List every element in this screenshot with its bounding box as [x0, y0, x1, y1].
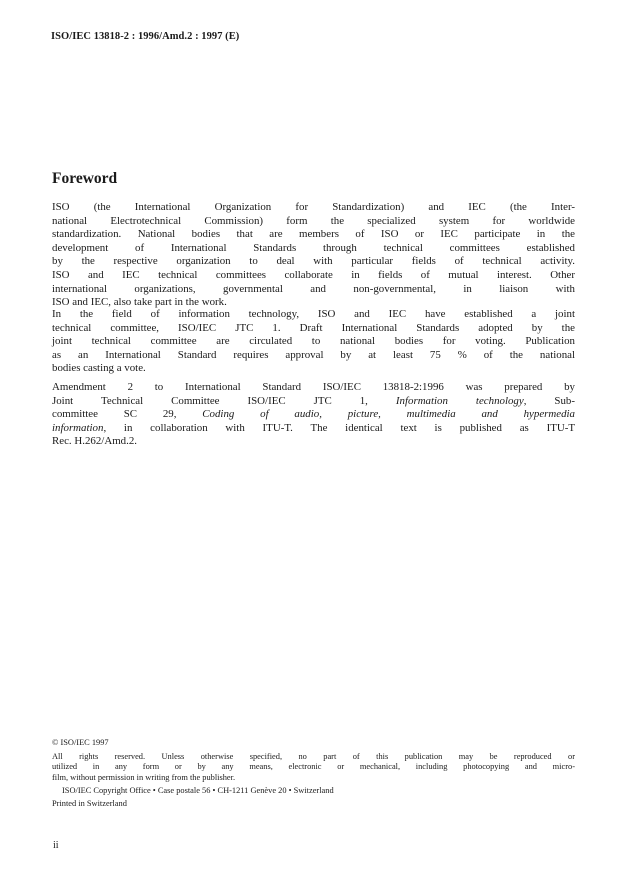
text-line	[52, 395, 575, 409]
foreword-paragraph-1	[52, 201, 575, 310]
text-line: technical committee, ISO/IEC JTC 1. Draft International Standards adopted by the	[52, 321, 575, 334]
copyright-notice: © ISO/IEC 1997	[52, 738, 109, 747]
text-line: Rec. H.262/Amd.2.	[52, 435, 137, 448]
rights-line: film, without permission in writing from the publisher.	[52, 772, 236, 782]
text-span: committee SC 29,	[52, 408, 203, 421]
text-line: In the field of information technology, ISO and IEC have established a joint	[52, 308, 575, 320]
printed-in: Printed in Switzerland	[52, 798, 127, 808]
page-title: Foreword	[52, 170, 118, 187]
document-header: ISO/IEC 13818-2 : 1996/Amd.2 : 1997 (E)	[51, 31, 240, 42]
italic-title-information: information	[52, 421, 104, 434]
rights-line: All rights reserved. Unless otherwise specified, no part of this publication may be reproduced or	[52, 751, 575, 761]
text-line: development of International Standards through technical committees established	[52, 241, 575, 254]
text-line: ISO (the International Organization for Standardization) and IEC (the Inter-	[52, 201, 575, 213]
copyright-block	[52, 738, 575, 810]
text-line: ISO and IEC technical committees collaborate in fields of mutual interest. Other	[52, 268, 575, 281]
text-span: Joint Technical Committee ISO/IEC JTC 1,	[52, 394, 396, 407]
text-line: national Electrotechnical Commission) form the specialized system for worldwide	[52, 214, 575, 227]
text-line: standardization. National bodies that are members of ISO or IEC participate in the	[52, 228, 575, 241]
rights-line: utilized in any form or by any means, electronic or mechanical, including photocopying and micro-	[52, 762, 575, 772]
text-line: ISO and IEC, also take part in the work.	[52, 296, 227, 309]
text-line: international organizations, governmental and non-governmental, in liaison with	[52, 282, 575, 295]
text-line: by the respective organization to deal with particular fields of technical activity.	[52, 255, 575, 268]
italic-title-information-technology: Information technology	[395, 394, 524, 407]
page-number: ii	[53, 840, 59, 851]
text-line: Amendment 2 to International Standard ISO/IEC 13818-2:1996 was prepared by	[52, 381, 575, 393]
foreword-paragraph-2	[52, 308, 575, 376]
text-line: bodies casting a vote.	[52, 362, 146, 375]
text-line	[52, 408, 575, 422]
text-line	[52, 422, 575, 436]
text-span: , Sub-	[523, 394, 575, 407]
text-span: , in collaboration with ITU-T. The identical text is published as ITU-T	[103, 421, 575, 434]
copyright-office-address: ISO/IEC Copyright Office • Case postale 56 • CH-1211 Genève 20 • Switzerland	[62, 786, 334, 796]
foreword-paragraph-3	[52, 381, 575, 449]
italic-title-coding: Coding of audio, picture, multimedia and hypermedia	[202, 408, 576, 421]
text-line: as an International Standard requires approval by at least 75 % of the national	[52, 348, 575, 361]
text-line: joint technical committee are circulated to national bodies for voting. Publication	[52, 335, 575, 348]
